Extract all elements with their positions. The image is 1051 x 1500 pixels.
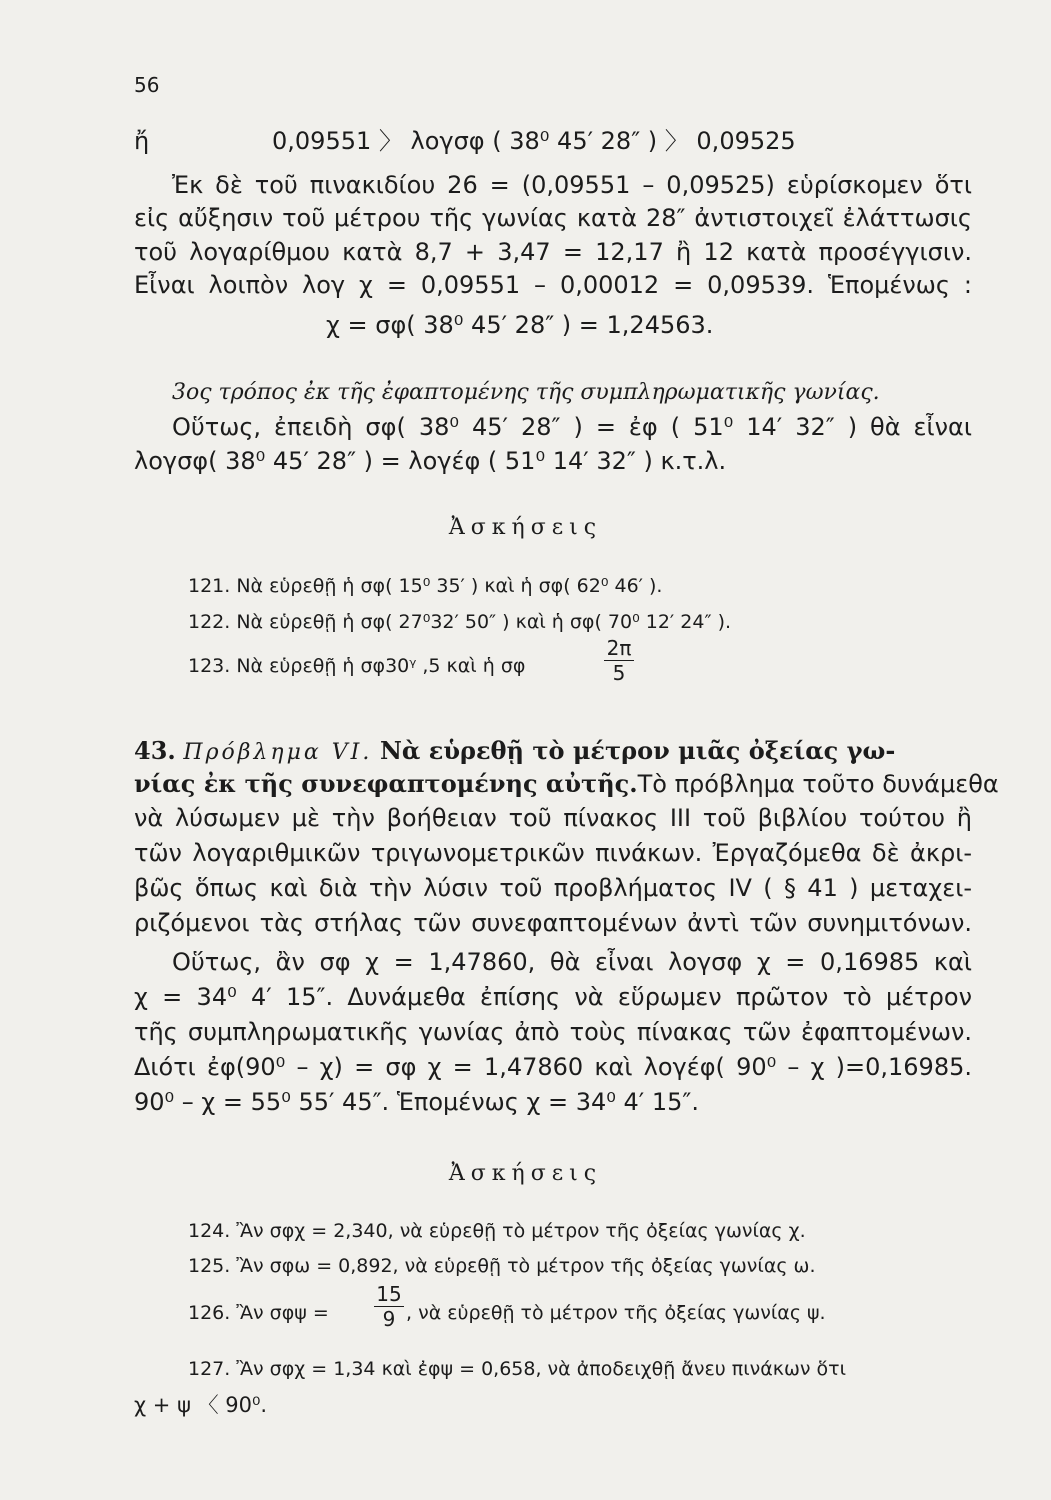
- text-line: τοῦ λογαρίθμου κατὰ 8,7 + 3,47 = 12,17 ἢ 12 κατὰ προσέγγισιν.: [134, 238, 972, 266]
- problem-text-line: ριζόμενοι τὰς στήλας τῶν συνεφαπτομένων ἀντὶ τῶν συνημιτόνων.: [134, 909, 972, 937]
- line-inequality: 0,09551 〉 λογσφ ( 38⁰ 45′ 28″ ) 〉 0,09525: [272, 127, 796, 155]
- exercise-item: 126. Ἂν σφψ =: [188, 1302, 329, 1324]
- problem-text-line: χ = 34⁰ 4′ 15″. Δυνάμεθα ἐπίσης νὰ εὕρωμεν πρῶτον τὸ μέτρον: [134, 983, 972, 1011]
- exercise-item: 121. Νὰ εὑρεθῇ ἡ σφ( 15⁰ 35′ ) καὶ ἡ σφ( 62⁰ 46′ ).: [188, 575, 663, 597]
- text-line: Ἐκ δὲ τοῦ πινακιδίου 26 = (0,09551 – 0,09525) εὑρίσκομεν ὅτι: [172, 171, 972, 199]
- result-equation: χ = σφ( 38⁰ 45′ 28″ ) = 1,24563.: [326, 311, 714, 339]
- text-line: Οὕτως, ἐπειδὴ σφ( 38⁰ 45′ 28″ ) = ἐφ ( 51⁰ 14′ 32″ ) θὰ εἶναι: [172, 413, 972, 441]
- text-line: εἰς αὔξησιν τοῦ μέτρου τῆς γωνίας κατὰ 28″ ἀντιστοιχεῖ ἐλάττωσις: [134, 204, 972, 232]
- exercise-item: 123. Νὰ εὑρεθῇ ἡ σφ30ᵞ ,5 καὶ ἡ σφ: [188, 655, 526, 677]
- fraction: [604, 637, 634, 684]
- problem-text-line: 90⁰ – χ = 55⁰ 55′ 45″. Ἑπομένως χ = 34⁰ 4′ 15″.: [134, 1088, 699, 1116]
- problem-text-line: τῆς συμπληρωματικῆς γωνίας ἀπὸ τοὺς πίνακας τῶν ἐφαπτομένων.: [134, 1018, 972, 1046]
- exercise-item: 124. Ἂν σφχ = 2,340, νὰ εὑρεθῇ τὸ μέτρον τῆς ὀξείας γωνίας χ.: [188, 1220, 806, 1242]
- problem-title-cont: νίας ἐκ τῆς συνεφαπτομένης αὐτῆς.: [134, 769, 638, 798]
- problem-title: Νὰ εὑρεθῇ τὸ μέτρον μιᾶς ὀξείας γω-: [379, 736, 896, 765]
- problem-text-line: βῶς ὅπως καὶ διὰ τὴν λύσιν τοῦ προβλήματος IV ( § 41 ) μεταχει-: [134, 874, 972, 902]
- problem-number: 43.: [134, 736, 176, 765]
- page-number: 56: [134, 73, 160, 97]
- exercises-heading: Ἀσκήσεις: [448, 515, 603, 540]
- problem-text-line: τῶν λογαριθμικῶν τριγωνομετρικῶν πινάκων. Ἐργαζόμεθα δὲ ἀκρι-: [134, 839, 972, 867]
- problem-text-line: νὰ λύσωμεν μὲ τὴν βοήθειαν τοῦ πίνακος III τοῦ βιβλίου τούτου ἢ: [134, 804, 972, 832]
- problem-line: [134, 769, 999, 799]
- problem-text: Τὸ πρόβλημα τοῦτο δυνάμεθα: [637, 770, 999, 798]
- fraction-denominator: 5: [612, 661, 626, 685]
- exercise-item: 127. Ἂν σφχ = 1,34 καὶ ἐφψ = 0,658, νὰ ἀποδειχθῇ ἄνευ πινάκων ὅτι: [188, 1358, 847, 1380]
- exercise-item: 122. Νὰ εὑρεθῇ ἡ σφ( 27⁰32′ 50″ ) καὶ ἡ σφ( 70⁰ 12′ 24″ ).: [188, 611, 732, 633]
- problem-text-line: Οὕτως, ἂν σφ χ = 1,47860, θὰ εἶναι λογσφ χ = 0,16985 καὶ: [172, 948, 972, 976]
- exercise-item-cont: χ + ψ 〈 90⁰.: [134, 1393, 268, 1417]
- problem-label: Πρόβλημα VI.: [183, 740, 373, 765]
- exercise-item-cont: , νὰ εὑρεθῇ τὸ μέτρον τῆς ὀξείας γωνίας ψ.: [406, 1302, 826, 1324]
- fraction-denominator: 9: [382, 1307, 396, 1331]
- problem-heading: [134, 736, 972, 768]
- text-line: Εἶναι λοιπὸν λογ χ = 0,09551 – 0,00012 = 0,09539. Ἑπομένως :: [134, 271, 972, 299]
- exercises-heading: Ἀσκήσεις: [448, 1161, 603, 1186]
- fraction: [374, 1283, 404, 1330]
- text-line: λογσφ( 38⁰ 45′ 28″ ) = λογέφ ( 51⁰ 14′ 32″ ) κ.τ.λ.: [134, 447, 727, 475]
- exercise-item: 125. Ἂν σφω = 0,892, νὰ εὑρεθῇ τὸ μέτρον τῆς ὀξείας γωνίας ω.: [188, 1255, 816, 1277]
- fraction-numerator: 15: [376, 1282, 402, 1306]
- problem-text-line: Διότι ἐφ(90⁰ – χ) = σφ χ = 1,47860 καὶ λογέφ( 90⁰ – χ )=0,16985.: [134, 1053, 972, 1081]
- method-heading: 3ος τρόπος ἐκ τῆς ἐφαπτομένης τῆς συμπληρωματικῆς γωνίας.: [172, 380, 880, 405]
- fraction-numerator: 2π: [606, 636, 632, 660]
- line-inequality-prefix: ἤ: [134, 127, 150, 155]
